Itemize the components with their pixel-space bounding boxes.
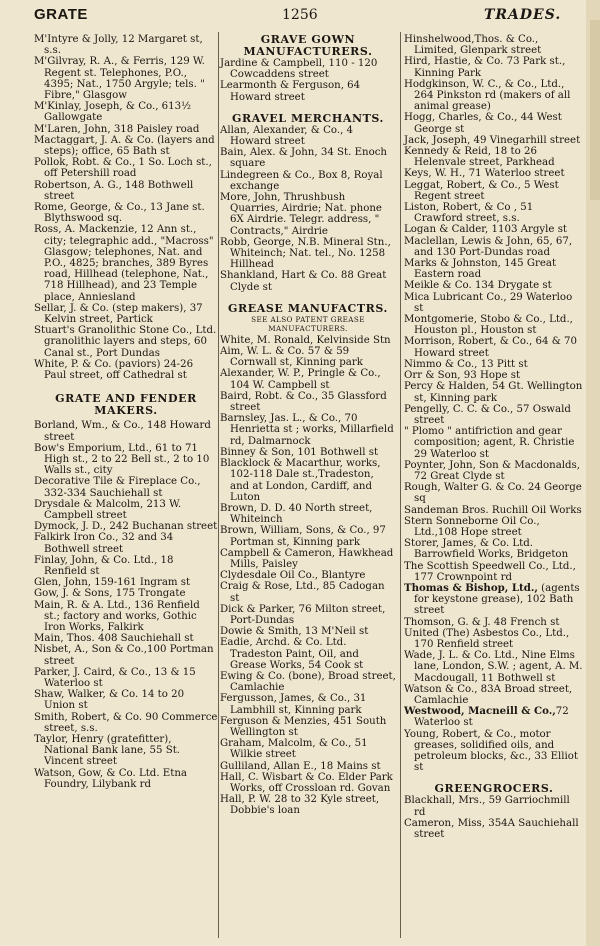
list-item: Hodgkinson, W. C., & Co., Ltd., 264 Pinkston rd (makers of all animal grease) (404, 78, 571, 113)
list-item: Hogg, Charles, & Co., 44 West George st (404, 112, 562, 135)
list-item: Decorative Tile & Fireplace Co., 332-334 Sauchiehall st (34, 476, 201, 499)
list-item: Young, Robert, & Co., motor greases, solidified oils, and petroleum blocks, &c., 33 Elliot st (404, 728, 579, 774)
list-item: Graham, Malcolm, & Co., 51 Wilkie street (220, 738, 368, 761)
list-item: Glen, John, 159-161 Ingram st (34, 577, 191, 589)
list-item: Robertson, A. G., 148 Bothwell street (34, 179, 194, 202)
list-item: Dowie & Smith, 13 M'Neil st (220, 626, 369, 638)
list-item: Morrison, Robert, & Co., 64 & 70 Howard street (404, 336, 577, 359)
list-item (404, 583, 584, 617)
entry-rest: 72 Waterloo st (414, 706, 569, 729)
list-item: Hall, C. Wisbart & Co. Elder Park Works, off Crossloan rd. Govan (220, 771, 393, 794)
list-item: Parker, J. Caird, & Co., 13 & 15 Waterloo st (34, 666, 196, 689)
list-item: Wade, J. L. & Co. Ltd., Nine Elms lane, London, S.W. ; agent, A. M. Macdougall, 11 Bothwell st (404, 650, 583, 684)
list-item: Shaw, Walker, & Co. 14 to 20 Union st (34, 689, 185, 712)
list-grease-continued-2 (404, 617, 584, 707)
list-item: Brown, D. D. 40 North street, Whiteinch (220, 502, 373, 526)
list-item: Watson & Co., 83A Broad street, Camlachie (404, 683, 573, 706)
list-item: Marks & Johnston, 145 Great Eastern road (404, 258, 557, 281)
list-item: Binney & Son, 101 Bothwell st (220, 446, 379, 458)
column-2 (220, 34, 396, 817)
list-item: Dick & Parker, 76 Milton street, Port-Dundas (220, 603, 386, 626)
list-item: Montgomerie, Stobo & Co., Ltd., Houston pl., Houston st (404, 314, 573, 337)
list-item: Gow, J. & Sons, 175 Trongate (34, 588, 186, 600)
list-item: White, P. & Co. (paviors) 24-26 Paul street, off Cathedral st (34, 358, 194, 382)
list-item: Bow's Emporium, Ltd., 61 to 71 High st., 2 to 22 Bell st., 2 to 10 Walls st., city (34, 442, 210, 477)
list-item: Hinshelwood,Thos. & Co., Limited, Glenpark street (404, 34, 542, 57)
list-item: Orr & Son, 93 Hope st (404, 370, 521, 382)
list-item (404, 706, 584, 728)
header-section: TRADES. (484, 7, 562, 23)
entry-rest: (agents for keystone grease), 102 Bath street (414, 582, 580, 617)
list-item: More, John, Thrushbush Quarries, Airdrie; Nat. phone 6X Airdrie. Telegr. address, " Contracts," Airdrie (220, 192, 382, 237)
list-item: Thomson, G. & J. 48 French st (404, 616, 560, 628)
bold-name: Westwood, Macneill & Co., (404, 705, 556, 718)
heading-gravel-merchants: GRAVEL MERCHANTS. (232, 111, 384, 125)
list-item: Bain, Alex. & John, 34 St. Enoch square (220, 147, 387, 170)
heading-greengrocers: GREENGROCERS. (434, 782, 554, 796)
list-item: Gulliland, Allan E., 18 Mains st (220, 760, 381, 772)
list-grease-continued (404, 34, 584, 583)
list-item: Leggat, Robert, & Co., 5 West Regent street (404, 179, 559, 202)
list-item: Nimmo & Co., 13 Pitt st (404, 358, 528, 370)
list-item: Lindegreen & Co., Box 8, Royal exchange (220, 169, 383, 192)
list-item: Pollok, Robt. & Co., 1 So. Loch st., off Petershill road (34, 157, 212, 180)
list-item: Learmonth & Ferguson, 64 Howard street (220, 80, 361, 103)
list-item: Maclellan, Lewis & John, 65, 67, and 130 Port-Dundas road (404, 235, 573, 258)
heading-grave-gown: GRAVE GOWN MANUFACTURERS. (243, 33, 373, 58)
list-grave-gown (220, 58, 396, 103)
page-header (0, 0, 600, 26)
list-item: Stern Sonneborne Oil Co., Ltd.,108 Hope street (404, 515, 540, 538)
list-item: Logan & Calder, 1103 Argyle st (404, 224, 568, 236)
column-rule-2 (400, 32, 401, 938)
list-item: Sandeman Bros. Ruchill Oil Works (404, 504, 582, 516)
list-item: Alexander, W. P., Pringle & Co., 104 W. Campbell st (220, 368, 381, 391)
list-item: Ross, A. Mackenzie, 12 Ann st., city; telegraphic add., "Macross" Glasgow; telephones, Nat. and P.O., 4825; branches, 389 Byres road, Hillhead (telephone, Nat., 718 Hillhead), and 23 Temple place, Anniesland (34, 224, 214, 303)
list-gravel-merchants (220, 125, 396, 293)
list-item: Borland, Wm., & Co., 148 Howard street (34, 420, 211, 443)
list-item: Baird, Robt. & Co., 35 Glassford street (220, 390, 387, 414)
list-item: Mactaggart, J. A. & Co. (layers and steps); office, 65 Bath st (34, 134, 215, 158)
heading-grease-manufacturers: GREASE MANUFACTRS. (228, 301, 388, 315)
list-item: Barnsley, Jas. L., & Co., 70 Henrietta st ; works, Millarfield rd, Dalmarnock (220, 413, 394, 447)
list-item: Watson, Gow, & Co. Ltd. Etna Foundry, Lilybank rd (34, 767, 187, 790)
list-item: Mica Lubricant Co., 29 Waterloo st (404, 291, 573, 314)
heading-grate-fender-makers: GRATE AND FENDER MAKERS. (55, 392, 197, 418)
list-item: Fergusson, James, & Co., 31 Lambhill st, Kinning park (220, 693, 367, 716)
list-item: Allan, Alexander, & Co., 4 Howard street (220, 124, 354, 148)
list-item: Rough, Walter G. & Co. 24 George sq (404, 482, 582, 505)
list-item: Drysdale & Malcolm, 213 W. Campbell street (34, 498, 182, 521)
list-item: Clydesdale Oil Co., Blantyre (220, 570, 366, 582)
list-grease-continued-3 (404, 729, 584, 774)
list-item: White, M. Ronald, Kelvinside Stn (220, 334, 391, 346)
list-item: Jardine & Campbell, 110 - 120 Cowcaddens street (220, 58, 378, 81)
list-item: United (The) Asbestos Co., Ltd., 170 Renfield street (404, 627, 570, 650)
bold-name: Thomas & Bishop, Ltd., (404, 581, 538, 594)
list-item: Smith, Robert, & Co. 90 Commerce street, s.s. (34, 711, 218, 734)
list-item: Craig & Rose, Ltd., 85 Cadogan st (220, 581, 385, 604)
column-3 (404, 34, 584, 840)
list-item: Brown, William, Sons, & Co., 97 Portman st, Kinning park (220, 525, 386, 548)
list-item: Kennedy & Reid, 18 to 26 Helenvale street, Parkhead (404, 146, 555, 169)
list-grate-layers (34, 34, 218, 381)
see-also-note: SEE ALSO PATENT GREASE MANUFACTURERS. (251, 314, 365, 333)
list-item: Robb, George, N.B. Mineral Stn., Whiteinch; Nat. tel., No. 1258 Hillhead (220, 236, 391, 271)
list-grate-fender-makers (34, 420, 218, 790)
list-item: Hird, Hastie, & Co. 73 Park st., Kinning Park (404, 56, 566, 79)
list-grease-manufacturers (220, 335, 396, 817)
list-item: Stuart's Granolithic Stone Co., Ltd. granolithic layers and steps, 60 Canal st., Port Dundas (34, 325, 217, 359)
column-1 (34, 34, 218, 790)
list-item: Ewing & Co. (bone), Broad street, Camlachie (220, 670, 396, 694)
list-item: Nisbet, A., Son & Co.,100 Portman street (34, 644, 214, 667)
list-item: Hall, P. W. 28 to 32 Kyle street, Dobbie's loan (220, 794, 380, 817)
list-item: M'Laren, John, 318 Paisley road (34, 123, 200, 135)
page-number: 1256 (282, 7, 318, 23)
list-item: " Plomo " antifriction and gear composition; agent, R. Christie 29 Waterloo st (404, 426, 575, 460)
list-item: Rome, George, & Co., 13 Jane st. Blythswood sq. (34, 202, 205, 225)
list-item: Shankland, Hart & Co. 88 Great Clyde st (220, 270, 387, 293)
list-item: Poynter, John, Son & Macdonalds, 72 Great Clyde st (404, 459, 581, 482)
list-item: Campbell & Cameron, Hawkhead Mills, Paisley (220, 547, 394, 570)
list-item: Cameron, Miss, 354A Sauchiehall street (404, 817, 579, 841)
list-item: Taylor, Henry (gratefitter), National Bank lane, 55 St. Vincent street (34, 733, 181, 768)
list-item: Falkirk Iron Co., 32 and 34 Bothwell street (34, 532, 174, 555)
list-greengrocers (404, 795, 584, 840)
list-item: Keys, W. H., 71 Waterloo street (404, 168, 565, 180)
list-item: Jack, Joseph, 49 Vinegarhill street (404, 134, 581, 146)
list-item: Main, R. & A. Ltd., 136 Renfield st.; factory and works, Gothic Iron Works, Falkirk (34, 599, 200, 633)
list-item: Sellar, J. & Co. (step makers), 37 Kelvin street, Partick (34, 302, 203, 326)
list-item: M'Kinlay, Joseph, & Co., 613½ Gallowgate (34, 101, 191, 124)
list-item: Dymock, J. D., 242 Buchanan street (34, 521, 218, 533)
adjacent-page-strip (590, 20, 600, 200)
list-item: The Scottish Speedwell Co., Ltd., 177 Crownpoint rd (404, 560, 576, 583)
list-item: Main, Thos. 408 Sauchiehall st (34, 633, 194, 645)
list-item: Liston, Robert, & Co , 51 Crawford street, s.s. (404, 202, 534, 225)
list-item: Percy & Halden, 54 Gt. Wellington st, Kinning park (404, 381, 583, 404)
list-item: M'Gilvray, R. A., & Ferris, 129 W. Regent st. Telephones, P.O., 4395; Nat., 1750 Argyle; tels. " Fibre," Glasgow (34, 56, 205, 102)
list-item: Storer, James, & Co. Ltd. Barrowfield Works, Bridgeton (404, 538, 569, 561)
list-item: Finlay, John, & Co. Ltd., 18 Renfield st (34, 554, 174, 577)
list-item: Meikle & Co. 134 Drygate st (404, 280, 552, 292)
list-item: Aim, W. L. & Co. 57 & 59 Cornwall st, Kinning park (220, 346, 363, 369)
header-keyword: GRATE (34, 6, 88, 23)
list-item: Blackhall, Mrs., 59 Garriochmill rd (404, 795, 570, 818)
list-item: Pengelly, C. C. & Co., 57 Oswald street (404, 403, 571, 426)
list-item: Ferguson & Menzies, 451 South Wellington st (220, 715, 387, 738)
list-item: Eadie, Archd. & Co. Ltd. Tradeston Paint, Oil, and Grease Works, 54 Cook st (220, 637, 364, 671)
column-rule-1 (218, 32, 219, 938)
list-item: M'Intyre & Jolly, 12 Margaret st, s.s. (34, 34, 203, 57)
list-item: Blacklock & Macarthur, works, 102-118 Dale st.,Tradeston, and at London, Cardiff, and Luton (220, 458, 381, 503)
